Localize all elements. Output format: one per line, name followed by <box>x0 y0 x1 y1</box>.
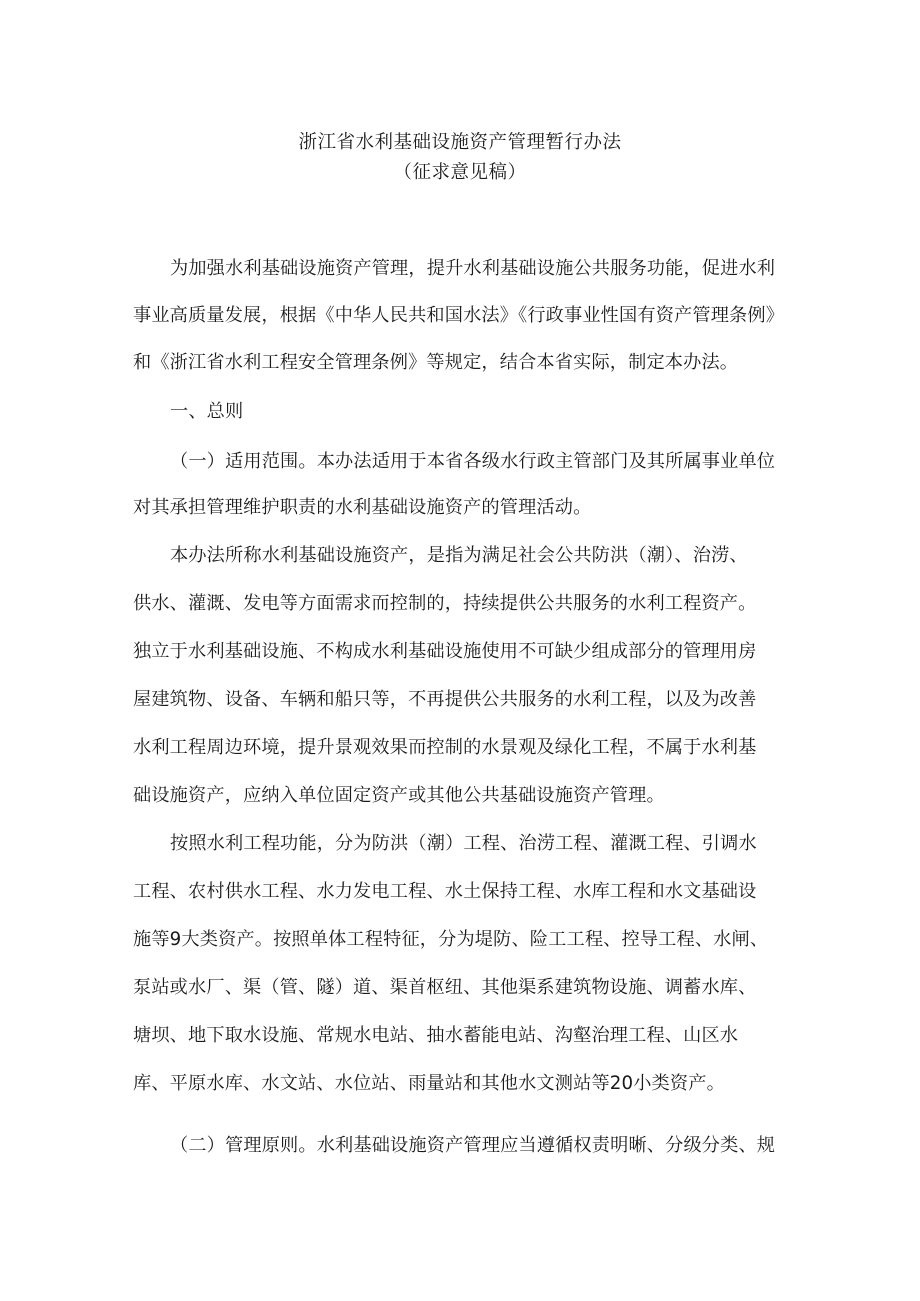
paragraph-line: 按照水利工程功能，分为防洪（潮）工程、治涝工程、灌溉工程、引调水 <box>170 833 757 854</box>
paragraph-line: （一）适用范围。本办法适用于本省各级水行政主管部门及其所属事业单位 <box>170 451 776 472</box>
paragraph-line: 独立于水利基础设施、不构成水利基础设施使用不可缺少组成部分的管理用房 <box>133 641 757 662</box>
paragraph-line: 屋建筑物、设备、车辆和船只等，不再提供公共服务的水利工程，以及为改善 <box>133 689 757 710</box>
document-subtitle: （征求意见稿） <box>393 162 527 183</box>
document-header <box>0 128 920 188</box>
paragraph-line: 塘坝、地下取水设施、常规水电站、抽水蓄能电站、沟壑治理工程、山区水 <box>133 1025 739 1046</box>
paragraph-line: 本办法所称水利基础设施资产，是指为满足社会公共防洪（潮）、治涝、 <box>170 545 748 566</box>
paragraph-line: 工程、农村供水工程、水力发电工程、水土保持工程、水库工程和水文基础设 <box>133 881 757 902</box>
section-heading: 一、总则 <box>170 401 244 422</box>
paragraph-line: 施等9大类资产。按照单体工程特征，分为堤防、险工工程、控导工程、水闸、 <box>133 929 769 950</box>
document-title: 浙江省水利基础设施资产管理暂行办法 <box>298 132 622 153</box>
paragraph-line: 供水、灌溉、发电等方面需求而控制的，持续提供公共服务的水利工程资产。 <box>133 593 757 614</box>
paragraph-line: 水利工程周边环境，提升景观效果而控制的水景观及绿化工程，不属于水利基 <box>133 737 757 758</box>
paragraph-line: 和《浙江省水利工程安全管理条例》等规定，结合本省实际，制定本办法。 <box>133 352 739 373</box>
paragraph-line: 础设施资产，应纳入单位固定资产或其他公共基础设施资产管理。 <box>133 785 665 806</box>
paragraph-line: 为加强水利基础设施资产管理，提升水利基础设施公共服务功能，促进水利 <box>170 258 776 279</box>
paragraph-line: 泵站或水厂、渠（管、隧）道、渠首枢纽、其他渠系建筑物设施、调蓄水库、 <box>133 977 757 998</box>
paragraph-line: 对其承担管理维护职责的水利基础设施资产的管理活动。 <box>133 497 592 518</box>
paragraph-line: （二）管理原则。水利基础设施资产管理应当遵循权责明晰、分级分类、规 <box>170 1135 776 1156</box>
paragraph-line: 事业高质量发展，根据《中华人民共和国水法》《行政事业性国有资产管理条例》 <box>133 305 785 326</box>
paragraph-line: 库、平原水库、水文站、水位站、雨量站和其他水文测站等20小类资产。 <box>133 1073 725 1094</box>
